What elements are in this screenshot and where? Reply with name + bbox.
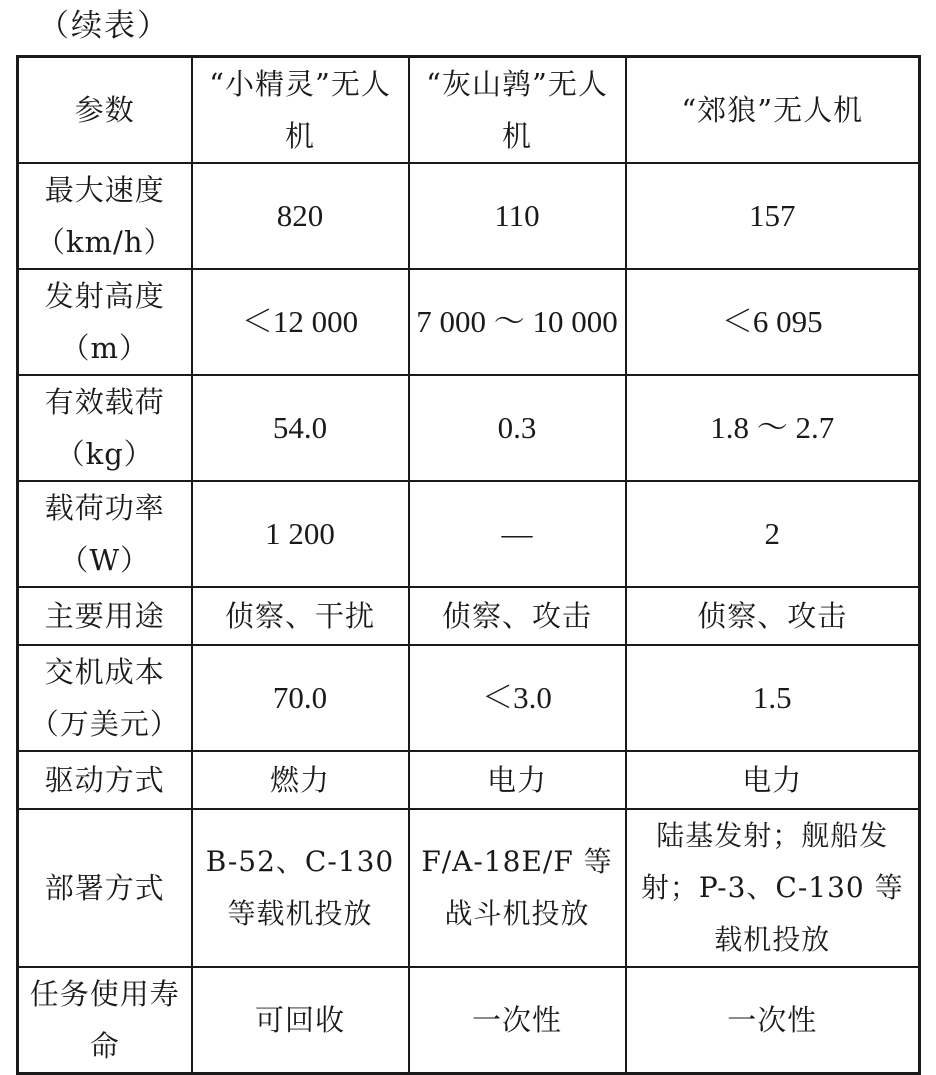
value-cell: 电力: [626, 751, 920, 809]
param-cell: 有效载荷（kg）: [18, 375, 192, 481]
table-caption: （续表）: [38, 8, 170, 44]
header-cell-uav-3: “郊狼”无人机: [626, 57, 920, 164]
value-cell: F/A-18E/F 等战斗机投放: [409, 809, 626, 967]
value-cell: 110: [409, 163, 626, 269]
value-cell: ＜3.0: [409, 645, 626, 751]
param-cell: 部署方式: [18, 809, 192, 967]
param-cell: 任务使用寿命: [18, 967, 192, 1074]
value-cell: 一次性: [409, 967, 626, 1074]
value-cell: 燃力: [192, 751, 409, 809]
param-cell: 交机成本（万美元）: [18, 645, 192, 751]
value-cell: ＜6 095: [626, 269, 920, 375]
param-cell: 最大速度（km/h）: [18, 163, 192, 269]
table-row-deployment: [18, 809, 920, 967]
value-cell: 陆基发射；舰船发射；P-3、C-130 等载机投放: [626, 809, 920, 967]
param-cell: 驱动方式: [18, 751, 192, 809]
value-cell: 一次性: [626, 967, 920, 1074]
param-cell: 载荷功率（W）: [18, 481, 192, 587]
value-cell: 1 200: [192, 481, 409, 587]
value-cell: ＜12 000: [192, 269, 409, 375]
value-cell: B-52、C-130 等载机投放: [192, 809, 409, 967]
value-cell: 820: [192, 163, 409, 269]
header-cell-param: 参数: [18, 57, 192, 164]
table-row-payload-power: [18, 481, 920, 587]
value-cell: 54.0: [192, 375, 409, 481]
header-cell-uav-2: “灰山鹑”无人机: [409, 57, 626, 164]
header-cell-uav-1: “小精灵”无人机: [192, 57, 409, 164]
value-cell: 1.8 ～ 2.7: [626, 375, 920, 481]
table-row-max-speed: [18, 163, 920, 269]
param-cell: 发射高度（m）: [18, 269, 192, 375]
uav-spec-table: [16, 55, 921, 1075]
value-cell: 侦察、攻击: [626, 587, 920, 645]
value-cell: 0.3: [409, 375, 626, 481]
value-cell: 157: [626, 163, 920, 269]
value-cell: 1.5: [626, 645, 920, 751]
table-row-main-use: [18, 587, 920, 645]
value-cell: —: [409, 481, 626, 587]
param-cell: 主要用途: [18, 587, 192, 645]
table-row-launch-altitude: [18, 269, 920, 375]
value-cell: 侦察、干扰: [192, 587, 409, 645]
table-row-payload: [18, 375, 920, 481]
value-cell: 可回收: [192, 967, 409, 1074]
table-row-unit-cost: [18, 645, 920, 751]
value-cell: 侦察、攻击: [409, 587, 626, 645]
value-cell: 电力: [409, 751, 626, 809]
value-cell: 7 000 ～ 10 000: [409, 269, 626, 375]
table-row-propulsion: [18, 751, 920, 809]
table-row-mission-life: [18, 967, 920, 1074]
value-cell: 70.0: [192, 645, 409, 751]
value-cell: 2: [626, 481, 920, 587]
table-header-row: [18, 57, 920, 164]
